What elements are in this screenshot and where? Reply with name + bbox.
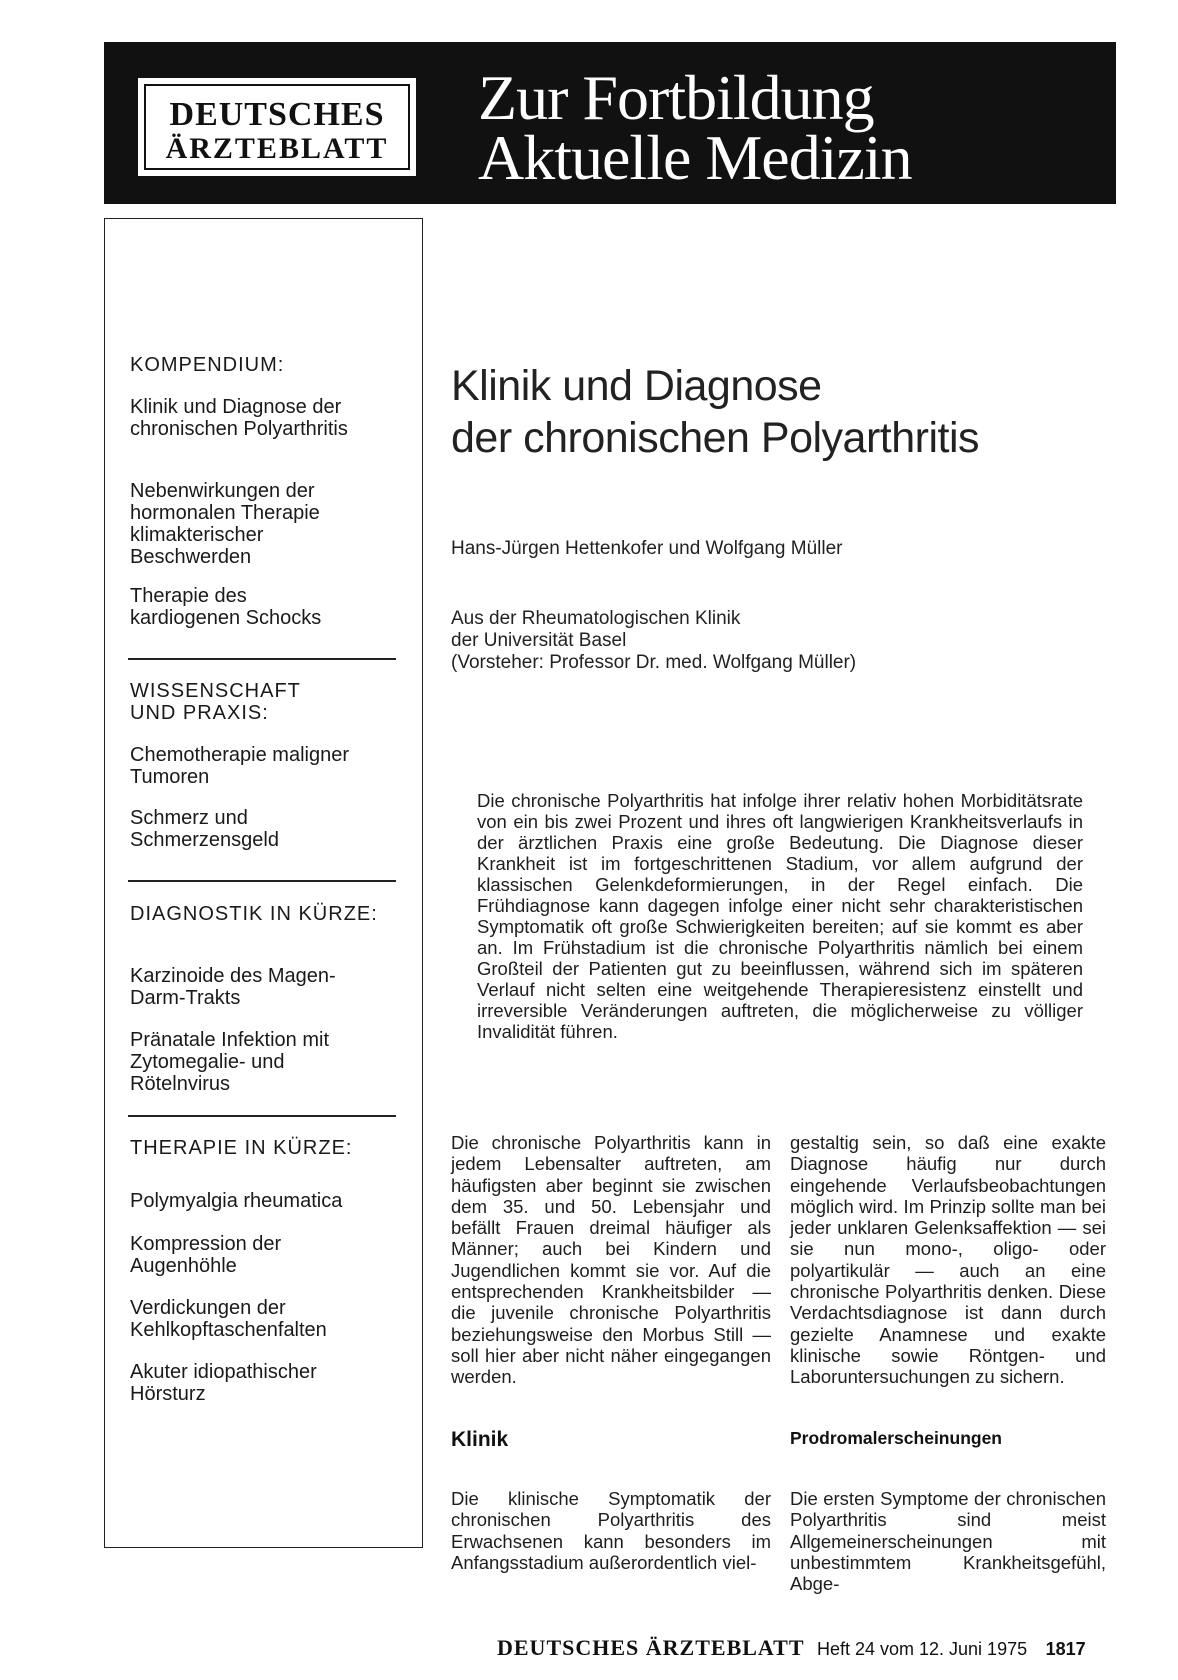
sidebar-item: Nebenwirkungen der hormonalen Therapie klimakterischer Beschwerden [130,480,320,568]
affiliation-line: (Vorsteher: Professor Dr. med. Wolfgang Müller) [451,652,857,673]
body-column-1-klinik: Die klinische Symptomatik der chronischen Polyarthritis des Erwachsenen kann besonders im Anfangsstadium außerordentlich viel- [451,1488,771,1573]
article-title-line-1: Klinik und Diagnose [451,362,822,410]
affiliation-line: Aus der Rheumatologischen Klinik [451,608,741,629]
article-title [451,360,1111,464]
section-title-line-2: Aktuelle Medizin [478,122,912,193]
sidebar-item: Pränatale Infektion mit Zytomegalie- und Rötelnvirus [130,1029,329,1095]
sidebar-item: Kompression der Augenhöhle [130,1233,282,1277]
body-column-2-intro: gestaltig sein, so daß eine exakte Diagnose häufig nur durch eingehende Verlaufsbeobachtungen möglich wird. Im Prinzip sollte man bei jeder unklaren Gelenksaffektion — sei sie nun mono-, oligo- oder polyartikulär — auch an eine chronische Polyarthritis denken. Diese Verdachtsdiagnose ist dann durch gezielte Anamnese und exakte klinische sowie Röntgen- und Laboruntersuchungen zu sichern. [790,1132,1106,1388]
journal-logo [138,78,416,176]
sidebar-heading: DIAGNOSTIK IN KÜRZE: [130,903,378,925]
article-title-line-2: der chronischen Polyarthritis [451,414,980,462]
article-authors: Hans-Jürgen Hettenkofer und Wolfgang Müller [451,538,843,559]
sidebar-divider [128,880,396,882]
sidebar-divider [128,1115,396,1117]
article-affiliation [451,608,856,674]
section-heading-prodromal: Prodromalerscheinungen [790,1428,1002,1448]
sidebar-item: Klinik und Diagnose der chronischen Polyarthritis [130,396,348,440]
sidebar-item: Therapie des kardiogenen Schocks [130,585,322,629]
body-column-2-prodromal: Die ersten Symptome der chronischen Polyarthritis sind meist Allgemeinerscheinungen mit unbestimmtem Krankheitsgefühl, Abge- [790,1488,1106,1595]
affiliation-line: der Universität Basel [451,630,627,651]
page-footer [497,1635,1086,1661]
sidebar-heading: KOMPENDIUM: [130,354,285,376]
sidebar-item: Akuter idiopathischer Hörsturz [130,1361,317,1405]
sidebar-item: Verdickungen der Kehlkopftaschenfalten [130,1297,327,1341]
sidebar-item: Chemotherapie maligner Tumoren [130,744,350,788]
sidebar-heading: THERAPIE IN KÜRZE: [130,1137,353,1159]
section-heading-klinik: Klinik [451,1428,509,1451]
sidebar-divider [128,658,396,660]
footer-journal-name: DEUTSCHES ÄRZTEBLATT [497,1635,805,1660]
logo-line-2: ÄRZTEBLATT [165,132,389,165]
section-title-line-1: Zur Fortbildung [478,62,874,133]
body-column-1-intro: Die chronische Polyarthritis kann in jedem Lebensalter auftreten, am häufigsten aber beginnt sie zwischen dem 35. und 50. Lebensjahr und befällt Frauen dreimal häufiger als Männer; auch bei Kindern und Jugendlichen kommt sie vor. Auf die entsprechenden Krankheitsbilder — die juvenile chronische Polyarthritis beziehungsweise den Morbus Still — soll hier aber nicht näher eingegangen werden. [451,1132,771,1388]
article-abstract: Die chronische Polyarthritis hat infolge ihrer relativ hohen Morbiditätsrate von ein bis zwei Prozent und ihres oft langwierigen Krankheitsverlaufs in der ärztlichen Praxis eine große Bedeutung. Die Diagnose dieser Krankheit ist im fortgeschrittenen Stadium, vor allem aufgrund der klassischen Gelenkdeformierungen, in der Regel einfach. Die Frühdiagnose kann dagegen infolge einer nicht sehr charakteristischen Symptomatik oft große Schwierigkeiten bereiten; auf sie kommt es aber an. Im Frühstadium ist die chronische Polyarthritis nämlich bei einem Großteil der Patienten gut zu beeinflussen, während sich im späteren Verlauf nicht selten eine weitgehende Therapieresistenz einstellt und irreversible Veränderungen auftreten, die möglicherweise zu völliger Invalidität führen. [477,790,1083,1042]
sidebar-heading: WISSENSCHAFT UND PRAXIS: [130,680,301,724]
page-number: 1817 [1045,1639,1086,1659]
sidebar-item: Karzinoide des Magen-Darm-Trakts [130,965,336,1009]
logo-line-1: DEUTSCHES [169,96,385,133]
footer-issue: Heft 24 vom 12. Juni 1975 [816,1639,1028,1659]
sidebar-item: Polymyalgia rheumatica [130,1190,343,1212]
sidebar-item: Schmerz und Schmerzensgeld [130,807,279,851]
